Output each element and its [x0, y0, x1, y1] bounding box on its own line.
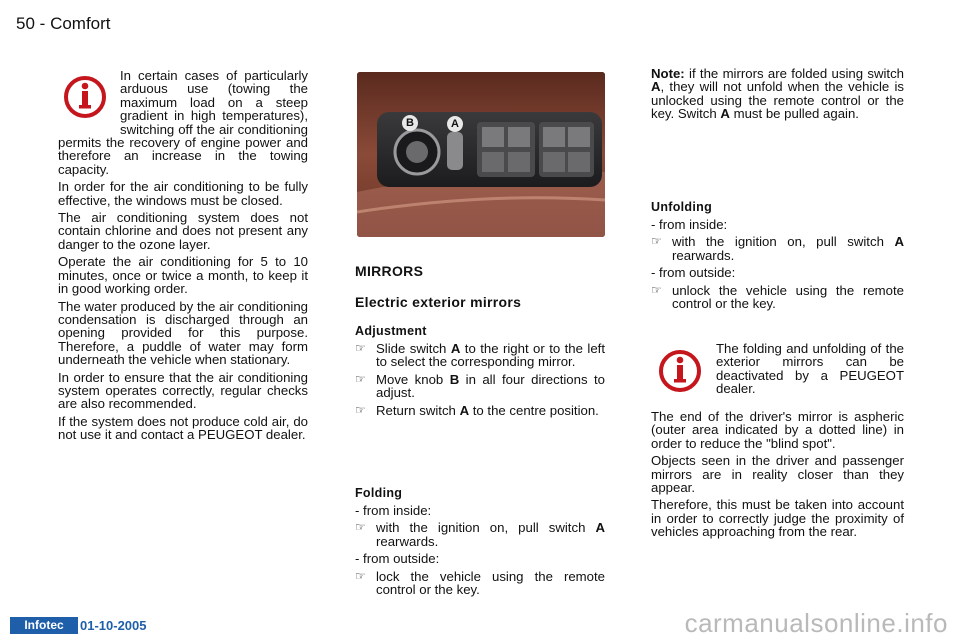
adjustment-title: Adjustment	[355, 324, 427, 338]
condensation-text: The water produced by the air conditioning condensation is discharged through an opening provided for this purpose. Therefore, a puddle of water may form underneath the vehicle when stationary.	[58, 298, 308, 368]
pointing-hand-icon: ☞	[355, 520, 366, 535]
footer-date: 01-10-2005	[80, 618, 147, 633]
folding-from-inside: - from inside:	[355, 503, 432, 518]
adjustment-step: ☞ Move knob B in all four directions to adjust.	[355, 371, 605, 401]
deactivation-text: The folding and unfolding of the exterior mirrors can be deactivated by a PEUGEOT dealer.	[716, 341, 904, 397]
aspheric-text: The end of the driver's mirror is aspheric (outer area indicated by a dotted line) in order to reduce the "blind spot".	[651, 409, 904, 451]
folding-section	[355, 486, 605, 600]
unfolding-from-outside: - from outside:	[651, 265, 736, 281]
folding-from-outside: - from outside:	[355, 551, 440, 567]
closer-text: Objects seen in the driver and passenger mirrors are in reality closer than they appear.	[651, 453, 904, 496]
unfolding-outside-step: ☞ unlock the vehicle using the remote control or the key.	[651, 282, 904, 312]
header-separator: -	[39, 14, 46, 33]
ozone-text: The air conditioning system does not contain chlorine and does not present any danger to the ozone layer.	[58, 210, 308, 252]
judge-proximity-text: Therefore, this must be taken into account in order to correctly judge the proximity of vehicles approaching from the rear.	[651, 497, 904, 540]
section-title: Comfort	[50, 14, 111, 33]
adjustment-list	[355, 342, 605, 417]
unfolding-from-inside: - from inside:	[651, 217, 728, 232]
pointing-hand-icon: ☞	[355, 402, 366, 417]
pointing-hand-icon: ☞	[651, 234, 662, 249]
checks-text: In order to ensure that the air conditioning system operates correctly, regular checks are also recommended.	[58, 369, 308, 412]
folding-outside-step: ☞ lock the vehicle using the remote control or the key.	[355, 568, 605, 598]
info-icon	[653, 348, 707, 394]
unfolding-title: Unfolding	[651, 200, 713, 214]
electric-mirrors-subtitle: Electric exterior mirrors	[355, 294, 522, 310]
folding-title: Folding	[355, 486, 403, 500]
label-b: B	[402, 115, 418, 131]
air-conditioning-intro: In certain cases of particularly arduous use (towing the maximum load on a steep gradient in high temperatures), switching off the air conditioning permits the recovery of engine power and therefore an increase in the towing capacity.	[58, 68, 308, 177]
adjustment-step: ☞ Return switch A to the centre position.	[355, 402, 599, 418]
mirrors-title: MIRRORS	[355, 263, 424, 279]
label-a: A	[447, 116, 463, 132]
watermark: carmanualsonline.info	[684, 608, 948, 638]
left-column	[58, 69, 308, 446]
pointing-hand-icon: ☞	[355, 568, 366, 583]
infotec-badge: Infotec	[10, 617, 78, 634]
unfolding-section	[651, 200, 904, 314]
windows-closed-text: In order for the air conditioning to be fully effective, the windows must be closed.	[58, 179, 308, 208]
folding-note: Note: if the mirrors are folded using switch A, they will not unfold when the vehicle is unlocked using the remote control or the key. Switch A must be pulled again.	[651, 66, 904, 122]
middle-column	[355, 263, 605, 421]
pointing-hand-icon: ☞	[355, 371, 366, 386]
info-icon-spacer	[58, 69, 120, 135]
adjustment-step: ☞ Slide switch A to the right or to the left to select the corresponding mirror.	[355, 341, 605, 370]
dealer-contact-text: If the system does not produce cold air, do not use it and contact a PEUGEOT dealer.	[58, 413, 308, 443]
page-header	[16, 14, 111, 34]
unfolding-inside-step: ☞ with the ignition on, pull switch A rearwards.	[651, 234, 904, 263]
pointing-hand-icon: ☞	[355, 341, 366, 355]
maintenance-text: Operate the air conditioning for 5 to 10 minutes, once or twice a month, to keep it in good working order.	[58, 254, 308, 297]
note-section	[651, 67, 904, 125]
mirror-switch-photo	[357, 72, 605, 237]
pointing-hand-icon: ☞	[651, 282, 662, 297]
aspheric-section	[651, 410, 904, 543]
folding-inside-step: ☞ with the ignition on, pull switch A rearwards.	[355, 520, 605, 549]
deactivation-info	[716, 342, 904, 400]
page-number: 50	[16, 14, 35, 33]
